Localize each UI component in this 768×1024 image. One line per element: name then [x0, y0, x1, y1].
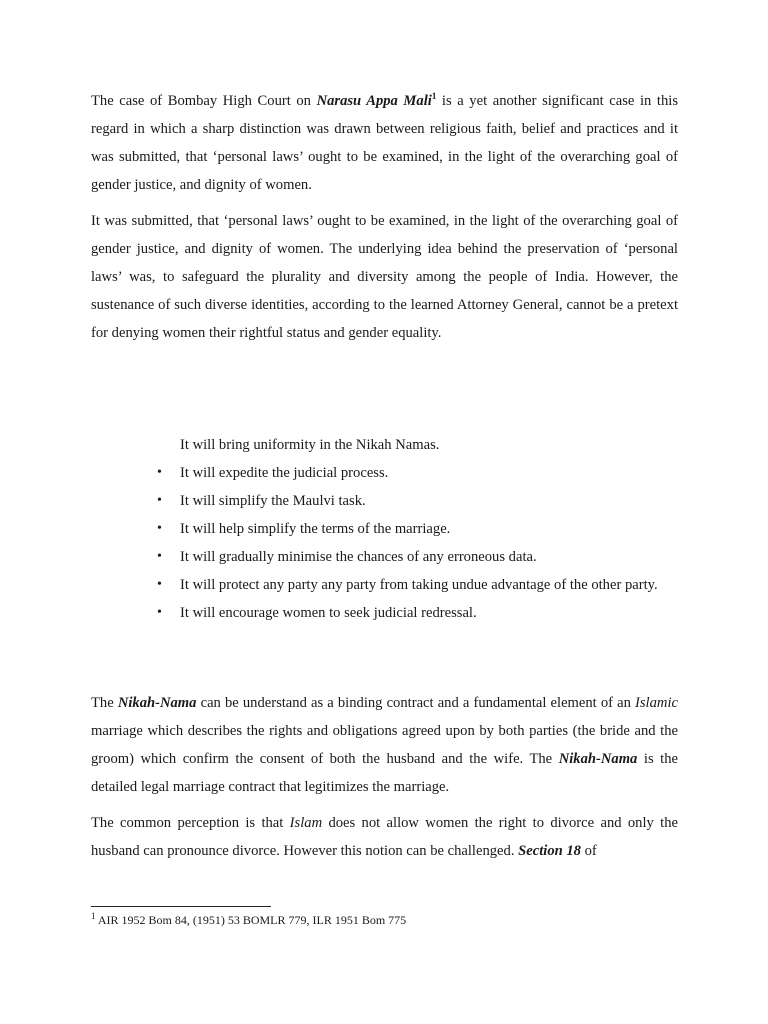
paragraph4-text-2: does not allow women the right to divorce and only the husband can pronounce divorce. However this notion can be challenged.	[91, 815, 678, 859]
list-item	[157, 571, 658, 599]
list-item	[157, 515, 658, 543]
list-item	[157, 487, 658, 515]
footnote-divider	[91, 906, 271, 907]
footnote-text: AIR 1952 Bom 84, (1951) 53 BOMLR 779, ILR 1951 Bom 775	[95, 913, 407, 927]
list-item-text: It will encourage women to seek judicial redressal.	[180, 605, 477, 621]
list-item-text: It will help simplify the terms of the marriage.	[180, 521, 451, 537]
paragraph-personal-laws: It was submitted, that ‘personal laws’ ought to be examined, in the light of the overarching goal of gender justice, and dignity of women. The underlying idea behind the preservation of ‘personal laws’ was, to safeguard the plurality and diversity among the people of India. However, the sustenance of such diverse identities, according to the learned Attorney General, cannot be a pretext for denying women their rightful status and gender equality.	[91, 213, 678, 341]
benefits-list	[157, 431, 658, 627]
list-item	[157, 543, 658, 571]
list-item	[157, 431, 658, 459]
footnote	[91, 912, 406, 928]
list-item-text: It will simplify the Maulvi task.	[180, 493, 366, 509]
paragraph3-text-2: can be understand as a binding contract and a fundamental element of an	[196, 695, 636, 711]
list-item-text: It will protect any party any party from taking undue advantage of the other party.	[180, 577, 658, 593]
list-item-text: It will expedite the judicial process.	[180, 465, 389, 481]
term-nikah-nama: Nikah-Nama	[117, 695, 197, 711]
list-item-text: It will gradually minimise the chances of any erroneous data.	[180, 549, 537, 565]
paragraph1-text-end: is a yet another significant case in this regard in which a sharp distinction was drawn between religious faith, belief and practices and it was submitted, that ‘personal laws’ ought to be examined, in the light of the overarching goal of gender justice, and dignity of women.	[91, 93, 678, 193]
paragraph-nikah-nama	[91, 689, 678, 801]
term-section-18: Section 18	[518, 843, 581, 859]
paragraph3-text-1: The	[91, 695, 118, 711]
term-islamic: Islamic	[635, 695, 678, 711]
footnote-marker: 1	[91, 911, 96, 921]
paragraph3-text-4: is the detailed legal marriage contract that legitimizes the marriage.	[91, 751, 678, 795]
paragraph-narasu-appa-mali	[91, 87, 678, 199]
list-item	[157, 459, 658, 487]
paragraph4-text-1: The common perception is that	[91, 815, 290, 831]
case-name: Narasu Appa Mali	[316, 93, 432, 109]
term-nikah-nama-2: Nikah-Nama	[558, 751, 638, 767]
term-islam: Islam	[289, 815, 323, 831]
list-item	[157, 599, 658, 627]
paragraph3-text-3: marriage which describes the rights and obligations agreed upon by both parties (the bride and the groom) which confirm the consent of both the husband and the wife. The	[91, 723, 678, 767]
list-item-text: It will bring uniformity in the Nikah Namas.	[180, 437, 440, 453]
footnote-reference[interactable]: 1	[431, 91, 437, 102]
paragraph4-text-3: of	[580, 843, 597, 859]
paragraph1-text-start: The case of Bombay High Court on	[91, 93, 317, 109]
paragraph-divorce-perception	[91, 809, 678, 865]
